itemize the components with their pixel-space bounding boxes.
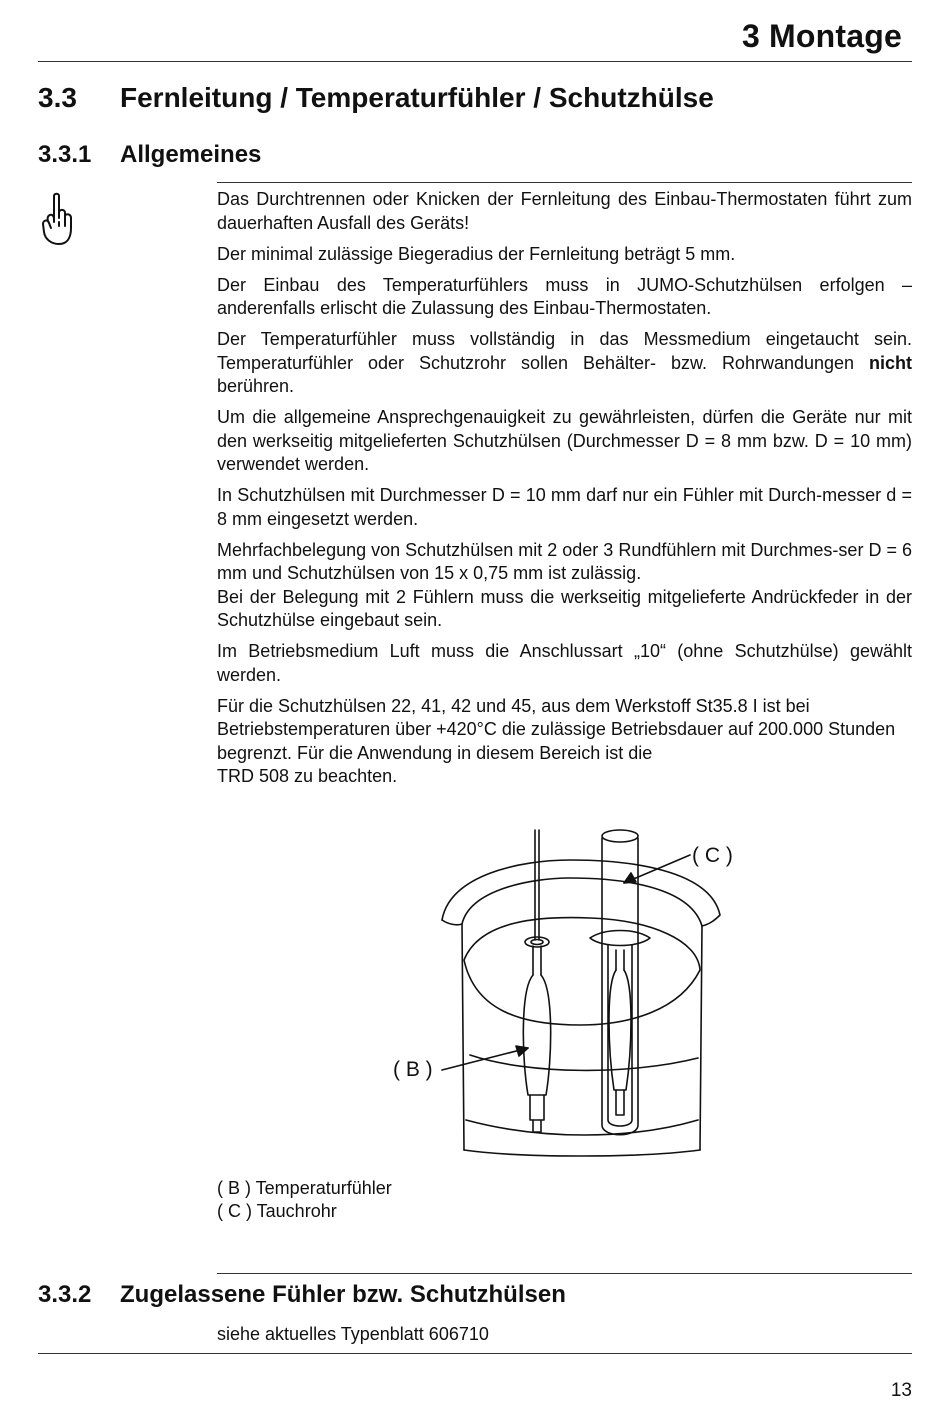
sensor-b-bulb — [523, 975, 550, 1095]
label-c: ( C ) — [692, 844, 733, 867]
legend-item-c: ( C ) Tauchrohr — [217, 1201, 337, 1221]
emphasis-nicht: nicht — [869, 352, 912, 373]
datasheet-reference: siehe aktuelles Typenblatt 606710 — [217, 1324, 489, 1344]
subsection-number-2: 3.3.2 — [38, 1281, 92, 1308]
section-title: Fernleitung / Temperaturfühler / Schutzhülse — [120, 82, 714, 113]
figure-legend — [217, 1177, 392, 1223]
section-heading — [38, 82, 714, 114]
pointing-hand-icon — [40, 192, 74, 248]
paragraph-cable-damage: Das Durchtrennen oder Knicken der Fernleitung des Einbau-Thermostaten führt zum dauerhaften Ausfall des Geräts! — [217, 189, 912, 233]
label-b: ( B ) — [393, 1058, 433, 1081]
section-number: 3.3 — [38, 82, 77, 113]
subsection-number: 3.3.1 — [38, 141, 92, 168]
section-divider — [217, 182, 912, 183]
paragraph-accuracy: Um die allgemeine Ansprechgenauigkeit zu gewährleisten, dürfen die Geräte nur mit den werkseitig mitgelieferten Schutzhülsen (Durchmesser D = 8 mm bzw. D = 10 mm) verwendet werden. — [217, 407, 912, 474]
paragraph-bend-radius: Der minimal zulässige Biegeradius der Fernleitung beträgt 5 mm. — [217, 243, 736, 264]
vessel-wall-right — [700, 926, 702, 1150]
arrow-b — [442, 1048, 528, 1070]
vessel-wall-left — [462, 924, 464, 1150]
paragraph-multiple-sensors: Mehrfachbelegung von Schutzhülsen mit 2 oder 3 Rundfühlern mit Durchmes-ser D = 6 mm und Schutzhülsen von 15 x 0,75 mm ist zulässig. Bei der Belegung mit 2 Fühlern muss die werkseitig mitgelieferte Andrückfeder in der Schutzhülse eingebaut sein. — [217, 539, 912, 630]
paragraph-diameter: In Schutzhülsen mit Durchmesser D = 10 mm darf nur ein Fühler mit Durch-messer d = 8 mm eingesetzt werden. — [217, 485, 912, 529]
liquid-surface — [464, 918, 700, 1025]
paragraph-operating-temperature: Für die Schutzhülsen 22, 41, 42 und 45, aus dem Werkstoff St35.8 I ist bei Betriebstemperaturen über +420°C die zulässige Betriebsdauer auf 200.000 Stunden begrenzt. Für die Anwendung in diesem Bereich ist die TRD 508 zu beachten. — [217, 695, 896, 786]
subsection-heading-general — [38, 141, 261, 169]
page-number: 13 — [890, 1380, 912, 1401]
subsection-heading-approved — [38, 1281, 566, 1309]
vessel-rim — [442, 860, 720, 926]
legend-item-b: ( B ) Temperaturfühler — [217, 1178, 392, 1198]
chapter-title: 3 Montage — [741, 18, 902, 54]
sensor-c-bulb — [609, 970, 631, 1090]
header-divider — [38, 61, 912, 62]
sensor-illustration — [380, 820, 760, 1165]
paragraph-air-medium: Im Betriebsmedium Luft muss die Anschlussart „10“ (ohne Schutzhülse) gewählt werden. — [217, 641, 912, 685]
paragraph-protection-tube: Der Einbau des Temperaturfühlers muss in JUMO-Schutzhülsen erfolgen – anderenfalls erlischt die Zulassung des Einbau-Thermostaten. — [217, 274, 912, 318]
general-text — [217, 188, 912, 796]
vessel-bottom — [464, 1150, 700, 1156]
paragraph-immersion: Der Temperaturfühler muss vollständig in das Messmedium eingetaucht sein. Temperaturfühler oder Schutzrohr sollen Behälter- bzw. Rohrwandungen nicht berühren. — [217, 329, 912, 396]
subsection-title-2: Zugelassene Fühler bzw. Schutzhülsen — [120, 1281, 566, 1308]
footer-divider — [38, 1353, 912, 1354]
subsection-title: Allgemeines — [120, 141, 262, 168]
section-divider-2 — [217, 1273, 912, 1274]
